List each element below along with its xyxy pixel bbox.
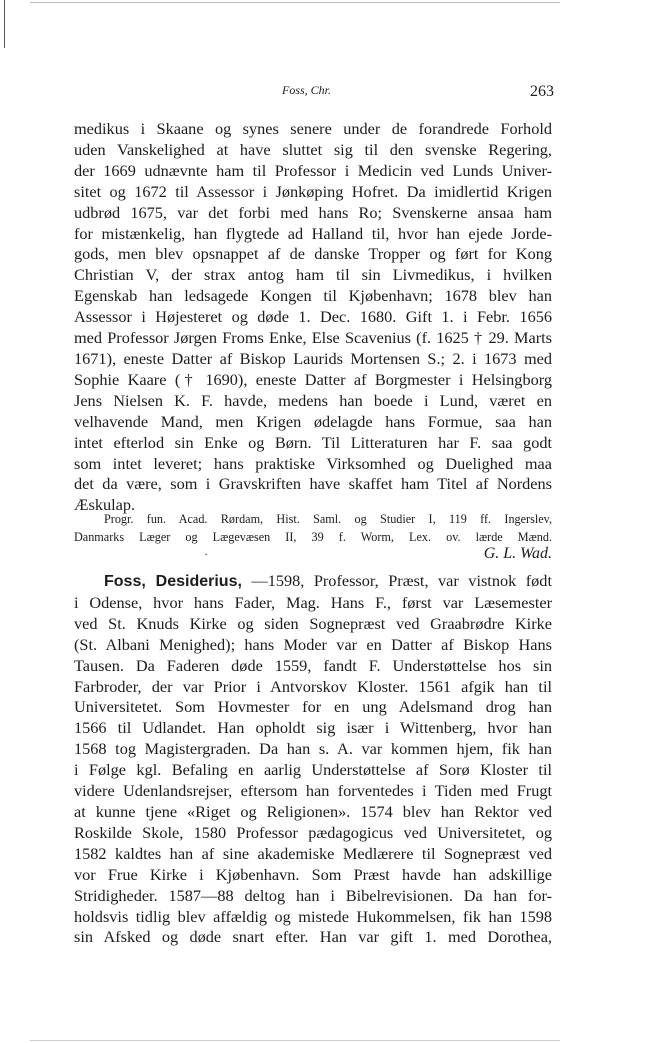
text-line: Stridigheder. 1587—88 deltog han i Bibelrevisionen. Da han for-	[74, 885, 552, 905]
text-line: der 1669 udnævnte ham til Professor i Medicin ved Lunds Univer-	[74, 160, 552, 180]
author-signature: G. L. Wad.	[483, 545, 552, 562]
text-line: Farbroder, der var Prior i Antvorskov Kloster. 1561 afgik han til	[74, 676, 552, 696]
page-number: 263	[530, 83, 554, 100]
text-line: velhavende Mand, men Krigen ødelagde hans Formue, saa han	[74, 411, 552, 431]
text-line: vor Frue Kirke i Kjøbenhavn. Som Præst havde han adskillige	[74, 864, 552, 884]
text-line: i Følge kgl. Befaling en aarlig Understøttelse af Sorø Kloster til	[74, 760, 552, 780]
text-line: 1671), eneste Datter af Biskop Laurids Mortensen S.; 2. i 1673 med	[74, 348, 552, 368]
text-line: 1582 kaldtes han af sine akademiske Medlærere til Sognepræst ved	[74, 843, 552, 863]
page-edge-mark	[4, 0, 5, 48]
reference-line: Progr. fun. Acad. Rørdam, Hist. Saml. og Studier I, 119 ff. Ingerslev,	[104, 512, 552, 526]
text-line: det da være, som i Gravskriften have skaffet ham Titel af Nordens	[74, 474, 552, 494]
text-line: for mistænkelig, han flygtede ad Halland til, hvor han ejede Jorde-	[74, 223, 552, 243]
entry-first-line	[74, 571, 552, 593]
text-line: med Professor Jørgen Froms Enke, Else Scavenius (f. 1625 † 29. Marts	[74, 328, 552, 348]
text-line: sin Afsked og døde snart efter. Han var gift 1. med Dorothea,	[74, 927, 552, 947]
text-line: Universitetet. Som Hovmester for en ung Adelsmand drog han	[74, 697, 552, 717]
text-line: i Odense, hvor hans Fader, Mag. Hans F., først var Læsemester	[74, 592, 552, 612]
text-line: sitet og 1672 til Assessor i Jønkøping Hofret. Da imidlertid Krigen	[74, 181, 552, 201]
text-line: (St. Albani Menighed); hans Moder var en Datter af Biskop Hans	[74, 634, 552, 654]
text-line: at kunne tjene «Riget og Religionen». 1574 blev han Rektor ved	[74, 801, 552, 821]
entry-first-line-text: —1598, Professor, Præst, var vistnok født	[251, 571, 552, 590]
text-line: 1566 til Udlandet. Han opholdt sig især i Wittenberg, hvor han	[74, 718, 552, 738]
text-line: ved St. Knuds Kirke og siden Sognepræst ved Graabrødre Kirke	[74, 613, 552, 633]
text-line: Tausen. Da Faderen døde 1559, fandt F. Understøttelse hos sin	[74, 655, 552, 675]
text-line: 1568 tog Magistergraden. Da han s. A. var kommen hjem, fik han	[74, 739, 552, 759]
text-line: Sophie Kaare († 1690), eneste Datter af Borgmester i Helsingborg	[74, 369, 552, 389]
text-line: uden Vanskelighed at have sluttet sig til den svenske Regering,	[74, 139, 552, 159]
text-line: Egenskab han ledsagede Kongen til Kjøbenhavn; 1678 blev han	[74, 286, 552, 306]
text-line: udbrød 1675, var det forbi med hans Ro; Svenskerne ansaa ham	[74, 202, 552, 222]
text-line: som intet leveret; hans praktiske Virksomhed og Duelighed maa	[74, 453, 552, 473]
bottom-border	[30, 1040, 560, 1041]
running-head: Foss, Chr.	[282, 83, 332, 97]
entry-headword: Foss, Desiderius,	[104, 573, 242, 590]
text-line: Æskulap.	[74, 495, 136, 515]
entry-foss-desiderius-text	[74, 571, 552, 948]
entry-foss-chr-text	[74, 119, 552, 516]
text-line: Assessor i Højesteret og døde 1. Dec. 1680. Gift 1. i Febr. 1656	[74, 307, 552, 327]
text-line: videre Udenlandsrejser, eftersom han forventedes i Tiden med Frugt	[74, 781, 552, 801]
text-line: intet efterlod sin Enke og Børn. Til Litteraturen har F. saa godt	[74, 432, 552, 452]
top-border	[30, 2, 560, 3]
text-line: holdsvis tidlig blev affældig og mistede Hukommelsen, fik han 1598	[74, 906, 552, 926]
text-line: medikus i Skaane og synes senere under de forandrede Forhold	[74, 119, 552, 138]
entry-foss-chr-references	[74, 510, 552, 546]
text-line: Jens Nielsen K. F. havde, medens han boede i Lund, været en	[74, 390, 552, 410]
signature-mark: ·	[204, 547, 208, 561]
text-line: gods, men blev opsnappet af de danske Tropper og ført for Kong	[74, 244, 552, 264]
text-line: Roskilde Skole, 1580 Professor pædagogicus ved Universitetet, og	[74, 822, 552, 842]
text-line: Christian V, der strax antog ham til sin Livmedikus, i hvilken	[74, 265, 552, 285]
reference-line: Danmarks Læger og Lægevæsen II, 39 f. Worm, Lex. ov. lærde Mænd.	[74, 530, 552, 544]
